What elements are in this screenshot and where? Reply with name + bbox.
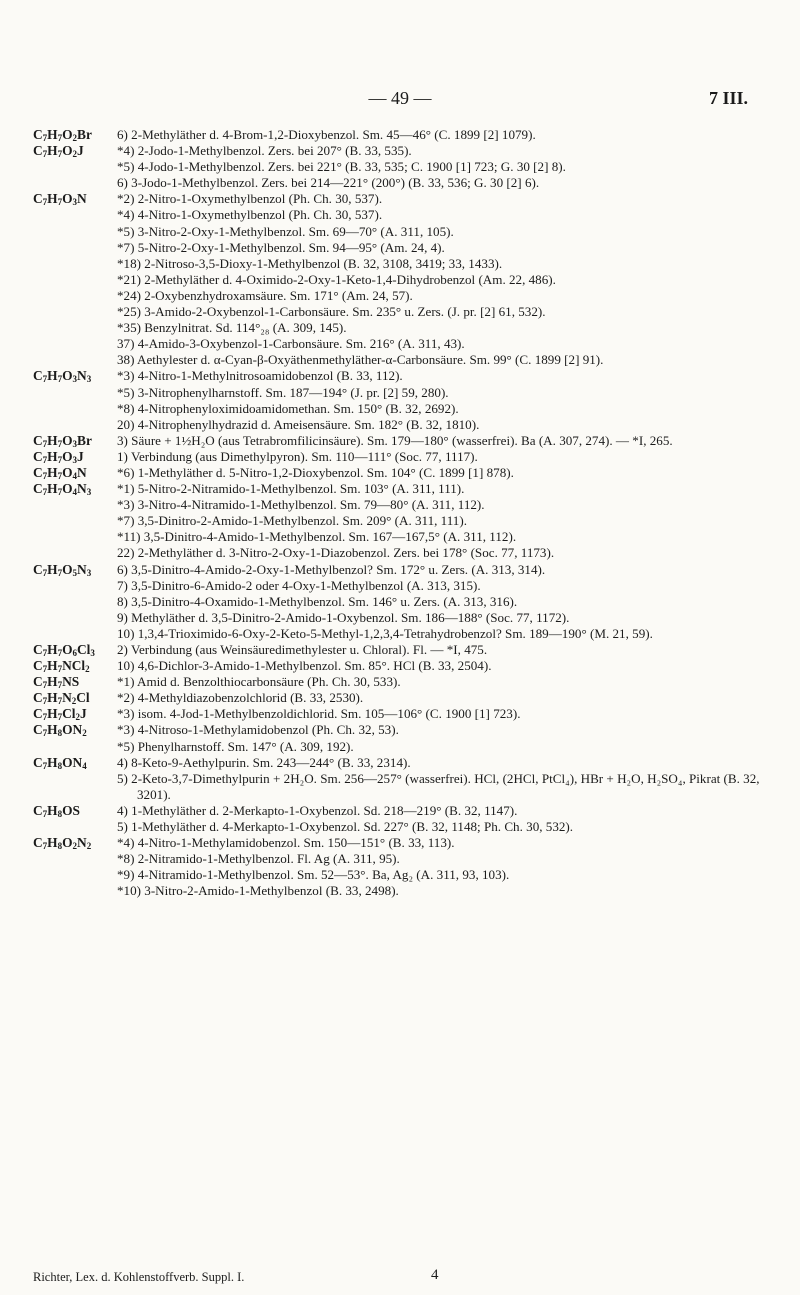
formula-group	[33, 464, 767, 481]
compound-entry: *35) Benzylnitrat. Sd. 114°₂₈ (A. 309, 145).	[117, 320, 347, 336]
compound-entry: *10) 3-Nitro-2-Amido-1-Methylbenzol (B. 33, 2498).	[117, 883, 399, 899]
formula-group	[33, 835, 767, 899]
molecular-formula: $C_7H_7O_4N$	[33, 464, 87, 481]
molecular-formula: $C_7H_7O_3N_3$	[33, 368, 92, 385]
compound-entry: 6) 3-Jodo-1-Methylbenzol. Zers. bei 214—221° (200°) (B. 33, 536; G. 30 [2] 6).	[117, 175, 540, 191]
compound-entry: 2) Verbindung (aus Weinsäuredimethylester u. Chloral). Fl. — *I, 475.	[117, 642, 488, 657]
compound-entry: 10) 4,6-Dichlor-3-Amido-1-Methylbenzol. Sm. 85°. HCl (B. 33, 2504).	[117, 658, 492, 674]
compound-entry: 22) 2-Methyläther d. 3-Nitro-2-Oxy-1-Diazobenzol. Zers. bei 178° (Soc. 77, 1173).	[117, 545, 555, 561]
compound-entry: *1) Amid d. Benzolthiocarbonsäure (Ph. Ch. 30, 533).	[117, 674, 401, 690]
formula-group	[33, 561, 767, 642]
page-number: — 49 —	[368, 88, 432, 108]
formula-group	[33, 481, 767, 561]
formula-group	[33, 658, 767, 675]
compound-entry: 9) Methyläther d. 3,5-Dinitro-2-Amido-1-Oxybenzol. Sm. 186—188° (Soc. 77, 1172).	[117, 609, 570, 625]
compound-entry: *11) 3,5-Dinitro-4-Amido-1-Methylbenzol. Sm. 167—167,5° (A. 311, 112).	[117, 529, 517, 545]
compound-entry: 1) Verbindung (aus Dimethylpyron). Sm. 110—111° (Soc. 77, 1117).	[117, 448, 478, 464]
compound-entry: 5) 1-Methyläther d. 4-Merkapto-1-Oxybenzol. Sd. 227° (B. 32, 1148; Ph. Ch. 30, 532).	[117, 819, 574, 835]
compound-entry: *8) 4-Nitrophenyloximidoamidomethan. Sm. 150° (B. 32, 2692).	[117, 400, 459, 416]
compound-entry: *7) 5-Nitro-2-Oxy-1-Methylbenzol. Sm. 94—95° (Am. 24, 4).	[117, 239, 445, 255]
compound-entry: *3) isom. 4-Jod-1-Methylbenzoldichlorid. Sm. 105—106° (C. 1900 [1] 723).	[117, 706, 521, 722]
molecular-formula: $C_7H_7O_6Cl_3$	[33, 642, 95, 658]
section-label: 7 III.	[708, 88, 748, 108]
compound-entry: 37) 4-Amido-3-Oxybenzol-1-Carbonsäure. Sm. 216° (A. 311, 43).	[117, 336, 465, 352]
compound-entry: 20) 4-Nitrophenylhydrazid d. Ameisensäure. Sm. 182° (B. 32, 1810).	[117, 416, 480, 432]
molecular-formula: $C_7H_8ON_4$	[33, 754, 87, 771]
compound-entry: 4) 8-Keto-9-Aethylpurin. Sm. 243—244° (B. 33, 2314).	[117, 754, 411, 770]
molecular-formula: $C_7H_7O_4N_3$	[33, 481, 92, 498]
compound-entry: *6) 1-Methyläther d. 5-Nitro-1,2-Dioxybenzol. Sm. 104° (C. 1899 [1] 878).	[117, 464, 514, 480]
compound-entry: *2) 4-Methyldiazobenzolchlorid (B. 33, 2530).	[117, 690, 364, 706]
compound-entry: *25) 3-Amido-2-Oxybenzol-1-Carbonsäure. Sm. 235° u. Zers. (J. pr. [2] 61, 532).	[117, 304, 546, 320]
compound-entry: *24) 2-Oxybenzhydroxamsäure. Sm. 171° (Am. 24, 57).	[117, 287, 413, 303]
molecular-formula: $C_7H_7NCl_2$	[33, 658, 90, 675]
formula-group	[33, 802, 767, 835]
molecular-formula: $C_7H_7O_2Br$	[33, 127, 92, 143]
compound-entry: *21) 2-Methyläther d. 4-Oximido-2-Oxy-1-Keto-1,4-Dihydrobenzol (Am. 22, 486).	[117, 271, 556, 287]
molecular-formula: $C_7H_7O_3Br$	[33, 432, 92, 449]
molecular-formula: $C_7H_7O_2J$	[33, 143, 84, 160]
footer-sheet-number: 4	[431, 1267, 439, 1283]
formula-group	[33, 642, 767, 658]
compound-entry: *5) 4-Jodo-1-Methylbenzol. Zers. bei 221° (B. 33, 535; C. 1900 [1] 723; G. 30 [2] 8).	[117, 159, 566, 175]
formula-group	[33, 368, 767, 432]
compound-entry: *7) 3,5-Dinitro-2-Amido-1-Methylbenzol. Sm. 209° (A. 311, 111).	[117, 513, 467, 529]
compound-entry: *8) 2-Nitramido-1-Methylbenzol. Fl. Ag (A. 311, 95).	[117, 851, 400, 867]
compound-entry: 6) 2-Methyläther d. 4-Brom-1,2-Dioxybenzol. Sm. 45—46° (C. 1899 [2] 1079).	[117, 127, 536, 142]
formula-group	[33, 143, 767, 191]
compound-entry: 3) Säure + 1½H₂O (aus Tetrabromfilicinsäure). Sm. 179—180° (wasserfrei). Ba (A. 307, 274). — *I, 265.	[117, 432, 673, 448]
compound-entry: *4) 4-Nitro-1-Methylamidobenzol. Sm. 150—151° (B. 33, 113).	[117, 835, 455, 851]
formula-group	[33, 191, 767, 368]
formula-group	[33, 754, 767, 803]
molecular-formula: $C_7H_7N_2Cl$	[33, 690, 90, 707]
formula-group	[33, 706, 767, 723]
formula-group	[33, 448, 767, 465]
compound-entry: 7) 3,5-Dinitro-6-Amido-2 oder 4-Oxy-1-Methylbenzol (A. 313, 315).	[117, 577, 481, 593]
compound-entry: *18) 2-Nitroso-3,5-Dioxy-1-Methylbenzol (B. 32, 3108, 3419; 33, 1433).	[117, 255, 503, 271]
formula-group	[33, 690, 767, 707]
compound-entry: 8) 3,5-Dinitro-4-Oxamido-1-Methylbenzol. Sm. 146° u. Zers. (A. 313, 316).	[117, 593, 518, 609]
compound-entry: 38) Aethylester d. α-Cyan-β-Oxyäthenmethyläther-α-Carbonsäure. Sm. 99° (C. 1899 [2] 91).	[117, 352, 604, 368]
compound-entry: 6) 3,5-Dinitro-4-Amido-2-Oxy-1-Methylbenzol? Sm. 172° u. Zers. (A. 313, 314).	[117, 561, 546, 577]
formula-group	[33, 432, 767, 449]
molecular-formula: $C_7H_7O_3J$	[33, 448, 84, 465]
compound-entry: *4) 2-Jodo-1-Methylbenzol. Zers. bei 207° (B. 33, 535).	[117, 143, 412, 159]
compound-entry: *3) 4-Nitro-1-Methylnitrosoamidobenzol (B. 33, 112).	[117, 368, 403, 384]
molecular-formula: $C_7H_8ON_2$	[33, 722, 87, 739]
molecular-formula: $C_7H_8OS$	[33, 802, 80, 819]
compound-entry: *9) 4-Nitramido-1-Methylbenzol. Sm. 52—53°. Ba, Ag₂ (A. 311, 93, 103).	[117, 867, 510, 883]
compound-entry: 10) 1,3,4-Trioximido-6-Oxy-2-Keto-5-Methyl-1,2,3,4-Tetrahydrobenzol? Sm. 189—190° (M. 21, 59).	[117, 625, 653, 641]
molecular-formula: $C_7H_7Cl_2J$	[33, 706, 87, 723]
formula-index	[33, 127, 767, 900]
compound-entry: *5) 3-Nitro-2-Oxy-1-Methylbenzol. Sm. 69—70° (A. 311, 105).	[117, 223, 454, 239]
molecular-formula: $C_7H_7O_5N_3$	[33, 561, 92, 578]
compound-entry: *5) Phenylharnstoff. Sm. 147° (A. 309, 192).	[117, 738, 354, 754]
formula-group	[33, 722, 767, 754]
page-header	[0, 88, 800, 112]
compound-entry: *1) 5-Nitro-2-Nitramido-1-Methylbenzol. Sm. 103° (A. 311, 111).	[117, 481, 465, 497]
compound-entry: 4) 1-Methyläther d. 2-Merkapto-1-Oxybenzol. Sd. 218—219° (B. 32, 1147).	[117, 802, 518, 818]
compound-entry: *3) 3-Nitro-4-Nitramido-1-Methylbenzol. Sm. 79—80° (A. 311, 112).	[117, 497, 485, 513]
compound-entry: *2) 2-Nitro-1-Oxymethylbenzol (Ph. Ch. 30, 537).	[117, 191, 383, 207]
compound-entry: 5) 2-Keto-3,7-Dimethylpurin + 2H₂O. Sm. 256—257° (wasserfrei). HCl, (2HCl, PtCl₄), HBr + H₂O, H₂SO₄, Pikrat (B. 32, 3201).	[117, 770, 760, 802]
compound-entry: *5) 3-Nitrophenylharnstoff. Sm. 187—194° (J. pr. [2] 59, 280).	[117, 384, 449, 400]
formula-group	[33, 674, 767, 691]
molecular-formula: $C_7H_8O_2N_2$	[33, 835, 92, 852]
formula-group	[33, 127, 767, 143]
footer-citation: Richter, Lex. d. Kohlenstoffverb. Suppl. I.	[33, 1270, 245, 1284]
molecular-formula: $C_7H_7NS$	[33, 674, 80, 691]
compound-entry: *3) 4-Nitroso-1-Methylamidobenzol (Ph. Ch. 32, 53).	[117, 722, 399, 738]
molecular-formula: $C_7H_7O_3N$	[33, 191, 87, 208]
compound-entry: *4) 4-Nitro-1-Oxymethylbenzol (Ph. Ch. 30, 537).	[117, 207, 383, 223]
